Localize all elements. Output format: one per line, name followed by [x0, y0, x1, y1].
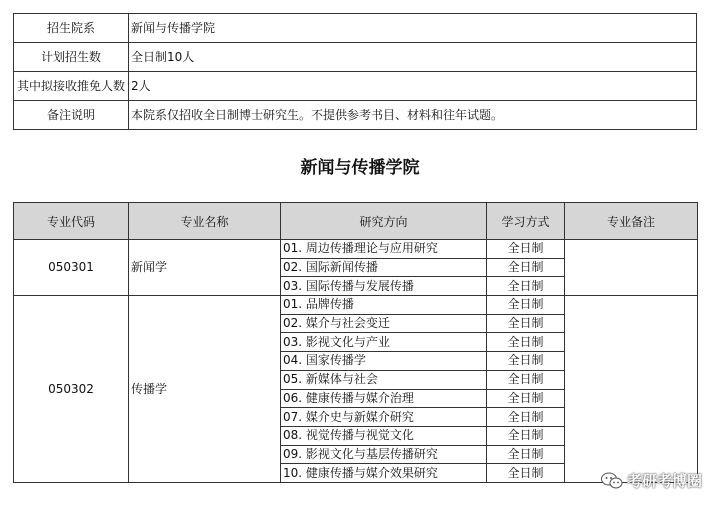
- header-direction: 研究方向: [281, 203, 487, 240]
- study-mode: 全日制: [487, 240, 565, 259]
- major-table: [13, 202, 698, 483]
- research-direction: 10. 健康传播与媒介效果研究: [281, 464, 487, 483]
- major-code: 050301: [14, 240, 129, 296]
- info-value: 本院系仅招收全日制博士研究生。不提供参考书目、材料和往年试题。: [129, 101, 697, 130]
- info-value: 新闻与传播学院: [129, 14, 697, 43]
- major-name: 传播学: [129, 296, 281, 483]
- research-direction: 01. 周边传播理论与应用研究: [281, 240, 487, 259]
- watermark: [601, 470, 702, 491]
- info-row: [14, 14, 697, 43]
- info-value: 全日制10人: [129, 43, 697, 72]
- research-direction: 02. 国际新闻传播: [281, 258, 487, 277]
- info-label: 其中拟接收推免人数: [14, 72, 129, 101]
- header-mode: 学习方式: [487, 203, 565, 240]
- study-mode: 全日制: [487, 296, 565, 315]
- research-direction: 07. 媒介史与新媒介研究: [281, 408, 487, 427]
- info-row: [14, 72, 697, 101]
- study-mode: 全日制: [487, 445, 565, 464]
- research-direction: 02. 媒介与社会变迁: [281, 314, 487, 333]
- study-mode: 全日制: [487, 464, 565, 483]
- info-label: 计划招生数: [14, 43, 129, 72]
- info-label: 招生院系: [14, 14, 129, 43]
- header-code: 专业代码: [14, 203, 129, 240]
- study-mode: 全日制: [487, 389, 565, 408]
- info-label: 备注说明: [14, 101, 129, 130]
- info-value: 2人: [129, 72, 697, 101]
- research-direction: 01. 品牌传播: [281, 296, 487, 315]
- research-direction: 03. 国际传播与发展传播: [281, 277, 487, 296]
- major-code: 050302: [14, 296, 129, 483]
- research-direction: 03. 影视文化与产业: [281, 333, 487, 352]
- info-row: [14, 101, 697, 130]
- research-direction: 05. 新媒体与社会: [281, 370, 487, 389]
- study-mode: 全日制: [487, 352, 565, 371]
- major-table-body: [14, 240, 698, 483]
- research-direction: 04. 国家传播学: [281, 352, 487, 371]
- major-name: 新闻学: [129, 240, 281, 296]
- watermark-text: 考研考博圈: [626, 472, 702, 490]
- table-row: [14, 240, 698, 259]
- study-mode: 全日制: [487, 370, 565, 389]
- header-name: 专业名称: [129, 203, 281, 240]
- research-direction: 06. 健康传播与媒介治理: [281, 389, 487, 408]
- study-mode: 全日制: [487, 277, 565, 296]
- study-mode: 全日制: [487, 426, 565, 445]
- section-title: 新闻与传播学院: [300, 158, 420, 178]
- table-row: [14, 296, 698, 315]
- header-row: [14, 203, 698, 240]
- study-mode: 全日制: [487, 314, 565, 333]
- header-note: 专业备注: [565, 203, 698, 240]
- major-note: [565, 296, 698, 483]
- research-direction: 08. 视觉传播与视觉文化: [281, 426, 487, 445]
- study-mode: 全日制: [487, 258, 565, 277]
- info-row: [14, 43, 697, 72]
- wechat-icon: [601, 472, 623, 490]
- major-note: [565, 240, 698, 296]
- research-direction: 09. 影视文化与基层传播研究: [281, 445, 487, 464]
- study-mode: 全日制: [487, 333, 565, 352]
- study-mode: 全日制: [487, 408, 565, 427]
- admission-info-table: [13, 13, 697, 130]
